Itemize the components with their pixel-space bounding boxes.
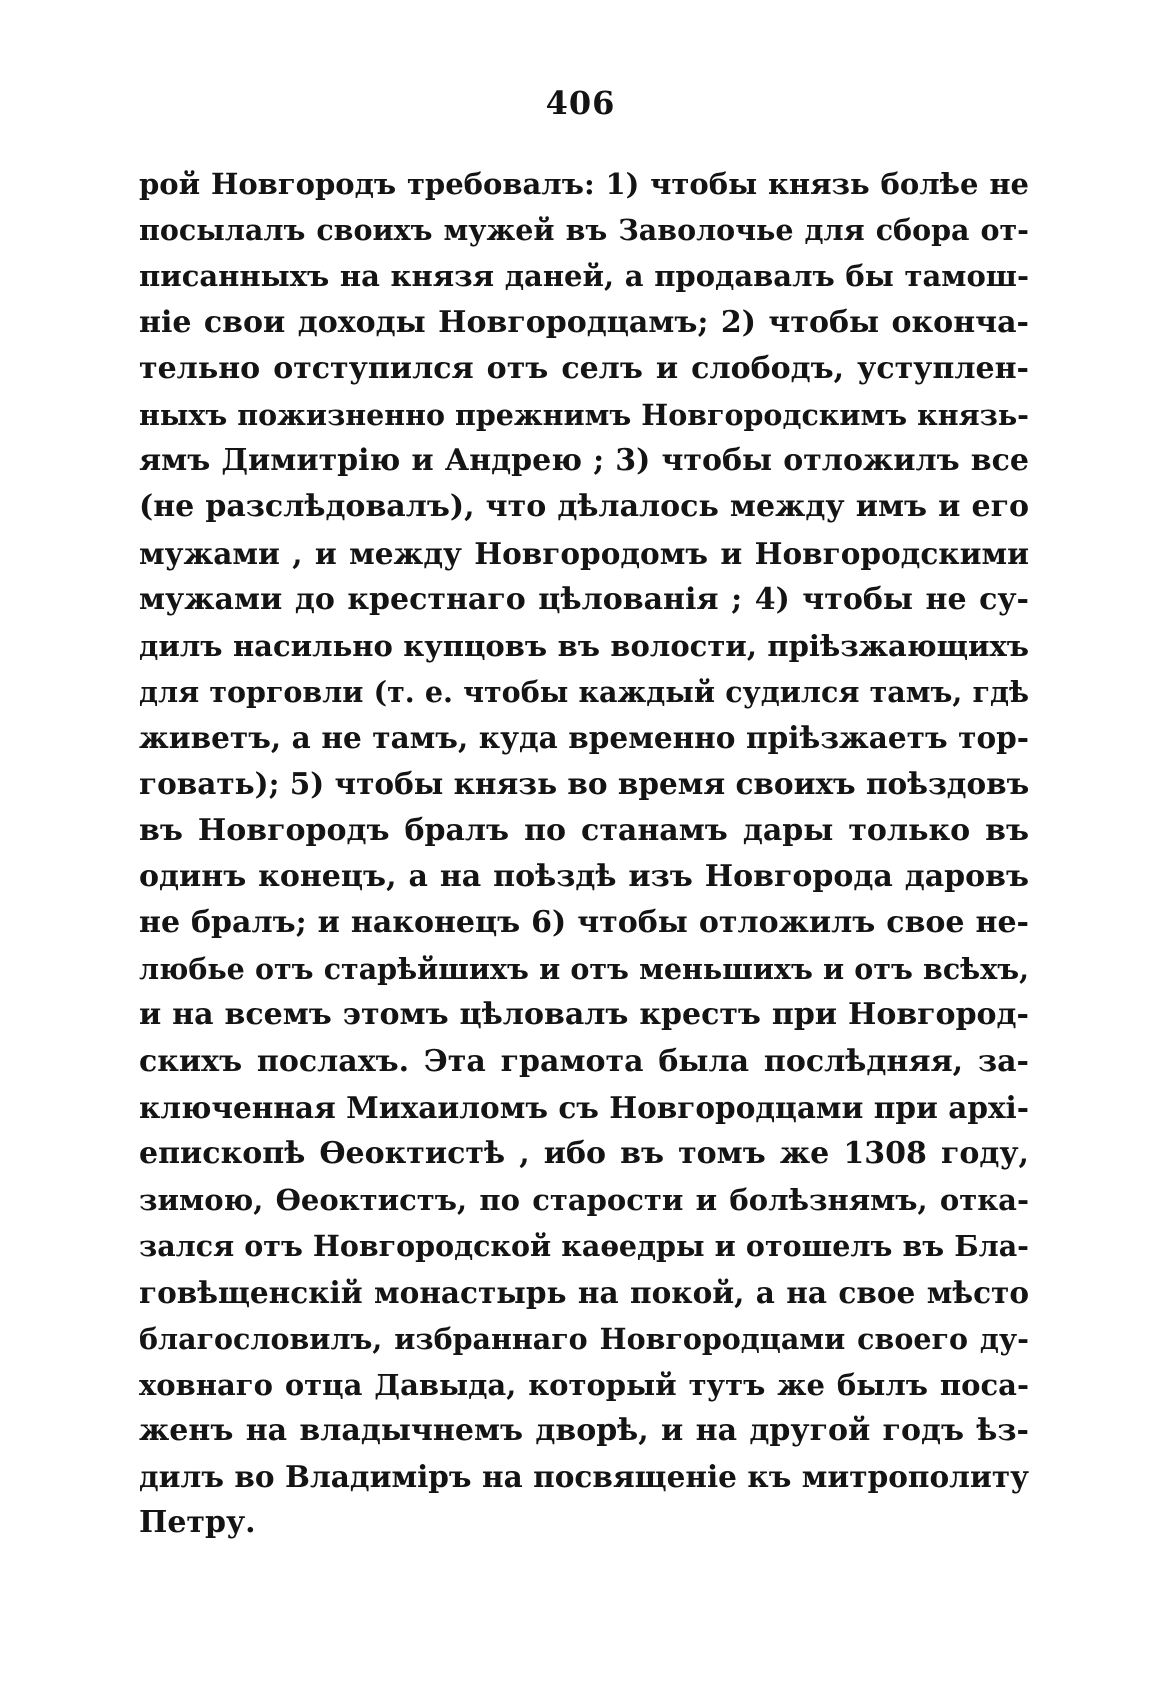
text-line: ховнаго отца Давыда, который тутъ же былъ поса- (139, 1367, 1029, 1402)
text-line: не бралъ; и наконецъ 6) чтобы отложилъ свое не- (139, 905, 1029, 940)
text-line: рой Новгородъ требовалъ: 1) чтобы князь болѣе не (139, 167, 1029, 201)
body-text (139, 161, 1029, 1547)
text-line: живетъ, а не тамъ, куда временно пріѣзжаетъ тор- (139, 720, 1029, 756)
text-line: ключенная Михаиломъ съ Новгородцами при архі- (139, 1089, 1029, 1125)
text-line: ныхъ пожизненно прежнимъ Новгородскимъ князь- (139, 397, 1029, 432)
text-line: (не разслѣдовалъ), что дѣлалось между имъ и его (139, 489, 1029, 525)
text-line: дилъ насильно купцовъ въ волости, пріѣзжающихъ (139, 628, 1029, 663)
text-line: мужами , и между Новгородомъ и Новгородскими (139, 535, 1029, 571)
text-line: скихъ послахъ. Эта грамота была послѣдняя, за- (139, 1043, 1029, 1079)
text-line: ніе свои доходы Новгородцамъ; 2) чтобы оконча- (139, 304, 1029, 340)
text-line: женъ на владычнемъ дворѣ, и на другой годъ ѣз- (139, 1413, 1029, 1449)
text-line: епископѣ Ѳеоктистѣ , ибо въ томъ же 1308 году, (139, 1135, 1029, 1171)
text-line: тельно отступился отъ селъ и слободъ, уступлен- (139, 350, 1029, 386)
text-line: одинъ конецъ, а на поѣздѣ изъ Новгорода даровъ (139, 858, 1029, 894)
text-line: зался отъ Новгородской каѳедры и отошелъ въ Бла- (139, 1229, 1029, 1264)
text-line: въ Новгородъ бралъ по станамъ дары только въ (139, 812, 1029, 848)
text-line: любье отъ старѣйшихъ и отъ меньшихъ и отъ всѣхъ, (139, 952, 1029, 987)
text-line: ямъ Димитрію и Андрею ; 3) чтобы отложилъ все (139, 443, 1029, 479)
text-line: говѣщенскій монастырь на покой, а на свое мѣсто (139, 1274, 1029, 1310)
text-line: для торговли (т. е. чтобы каждый судился тамъ, гдѣ (139, 675, 1029, 710)
text-line-last: Петру. (139, 1505, 256, 1541)
text-line: писанныхъ на князя даней, а продавалъ бы тамош- (139, 259, 1029, 294)
text-line: благословилъ, избраннаго Новгородцами своего ду- (139, 1321, 1029, 1356)
text-line: мужами до крестнаго цѣлованія ; 4) чтобы не су- (139, 581, 1029, 617)
text-line: говать); 5) чтобы князь во время своихъ поѣздовъ (139, 766, 1030, 802)
text-line: посылалъ своихъ мужей въ Заволочье для сбора от- (139, 213, 1029, 248)
text-line: и на всемъ этомъ цѣловалъ крестъ при Новгород- (139, 997, 1029, 1033)
page-number: 406 (545, 84, 616, 122)
text-line: дилъ во Владиміръ на посвященіе къ митрополиту (139, 1459, 1029, 1495)
text-line: зимою, Ѳеоктистъ, по старости и болѣзнямъ, отка- (139, 1183, 1029, 1218)
